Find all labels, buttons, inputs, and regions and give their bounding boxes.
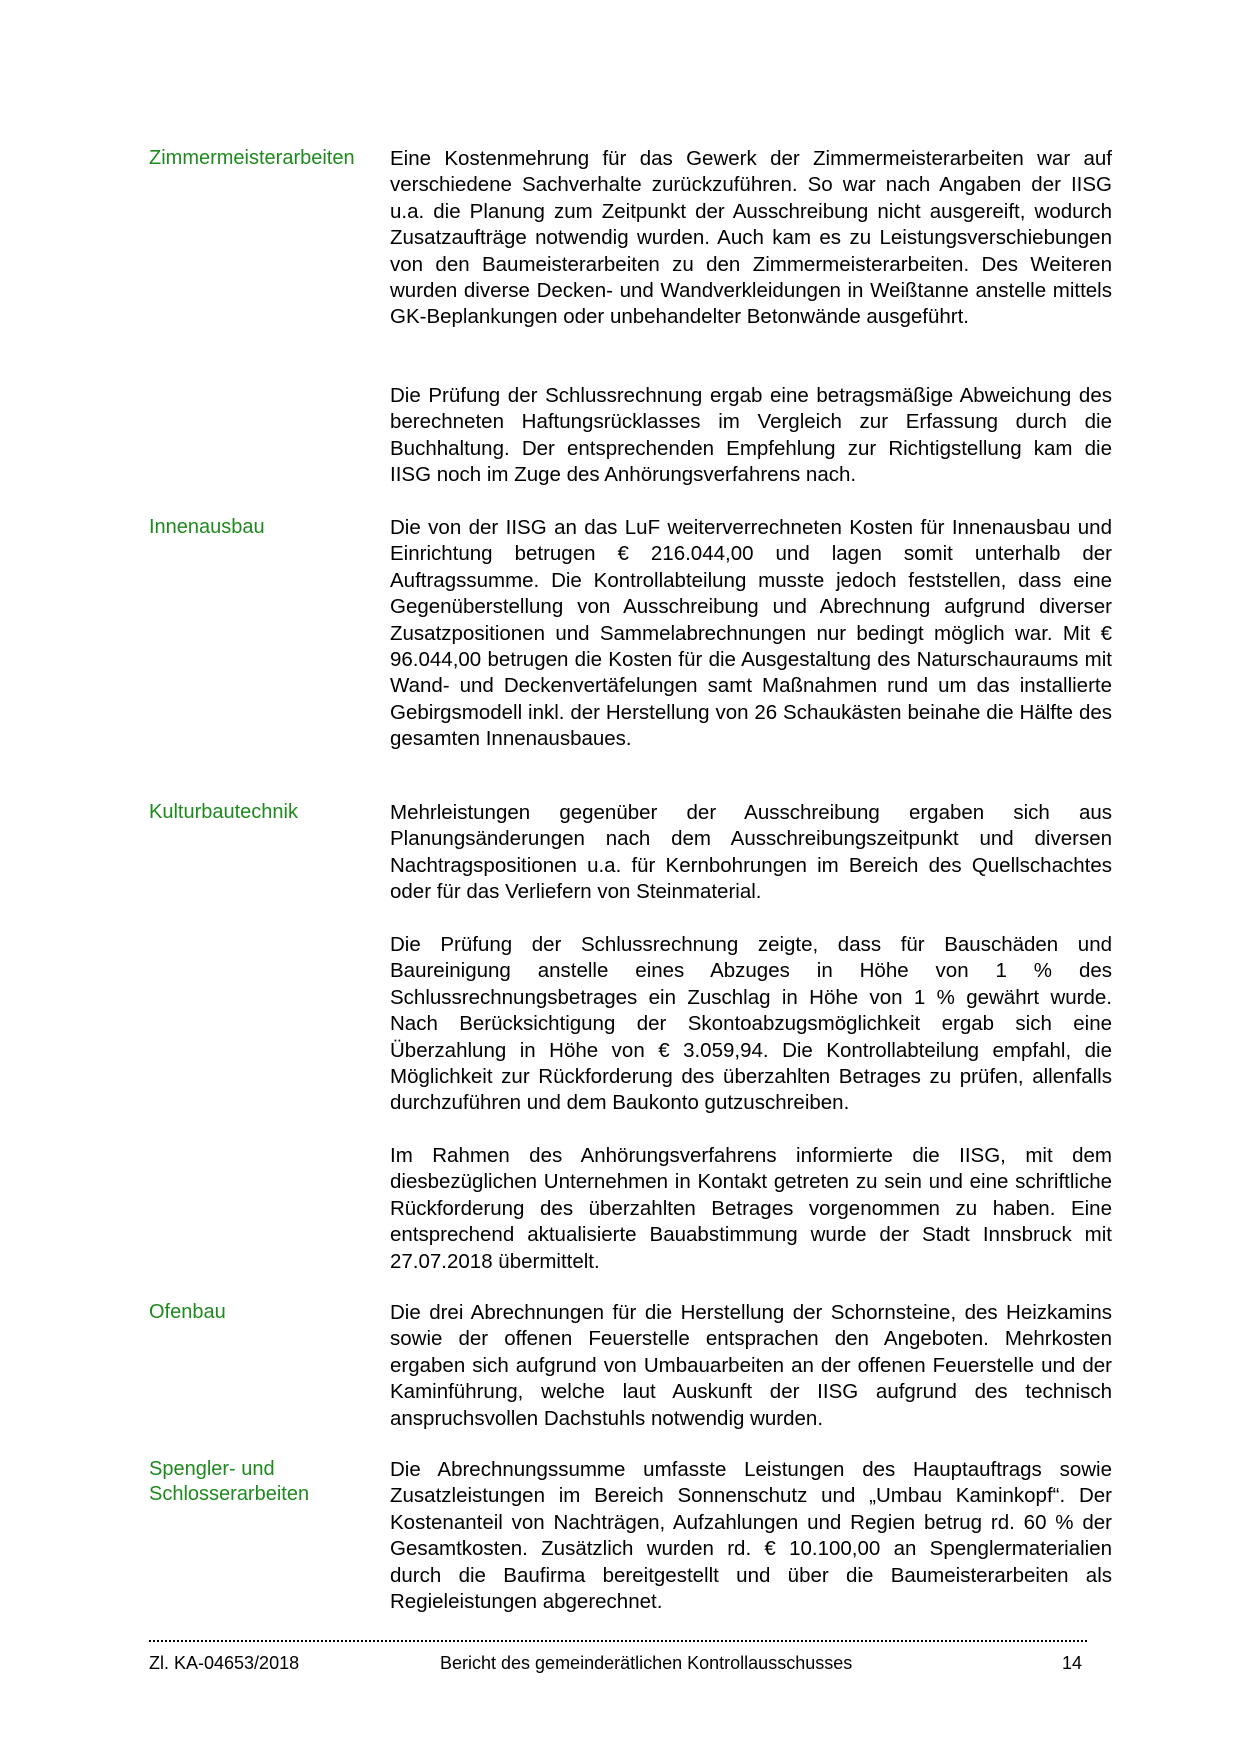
paragraph-ofenbau-1: Die drei Abrechnungen für die Herstellung der Schornsteine, des Heizkamins sowie der offenen Feuerstelle entsprachen den Angeboten. Mehrkosten ergaben sich aufgrund von Umbauarbeiten an der offenen Feuerstelle und der Kaminführung, welche laut Auskunft der IISG aufgrund des technisch anspruchsvollen Dachstuhls notwendig wurden. xyxy=(390,1301,1112,1430)
footer-divider xyxy=(149,1640,1087,1642)
footer-reference: Zl. KA-04653/2018 xyxy=(149,1653,300,1673)
section-label-innenausbau: Innenausbau xyxy=(149,516,265,538)
paragraph-spengler-1: Die Abrechnungssumme umfasste Leistungen des Hauptauftrags sowie Zusatzleistungen im Bereich Sonnenschutz und „Umbau Kaminkopf“. Der Kostenanteil von Nachträgen, Aufzahlungen und Regien betrug rd. 60 % der Gesamtkosten. Zusätzlich wurden rd. € 10.100,00 an Spenglermaterialien durch die Baufirma bereitgestellt und über die Baumeisterarbeiten als Regieleistungen abgerechnet. xyxy=(390,1458,1112,1614)
paragraph-kulturbautechnik-2: Die Prüfung der Schlussrechnung zeigte, dass für Bauschäden und Baureinigung anstelle eines Abzuges in Höhe von 1 % des Schlussrechnungsbetrages ein Zuschlag in Höhe von 1 % gewährt wurde. Nach Berücksichtigung der Skontoabzugsmöglichkeit ergab sich eine Überzahlung in Höhe von € 3.059,94. Die Kontrollabteilung empfahl, die Möglichkeit zur Rückforderung des überzahlten Betrages zu prüfen, allenfalls durchzuführen und dem Baukonto gutzuschreiben. xyxy=(390,933,1112,1115)
paragraph-zimmermeister-2: Die Prüfung der Schlussrechnung ergab eine betragsmäßige Abweichung des berechneten Haftungsrücklasses im Vergleich zur Erfassung durch die Buchhaltung. Der entsprechenden Empfehlung zur Richtigstellung kam die IISG noch im Zuge des Anhörungsverfahrens nach. xyxy=(390,384,1112,487)
paragraph-kulturbautechnik-3: Im Rahmen des Anhörungsverfahrens informierte die IISG, mit dem diesbezüglichen Unternehmen in Kontakt getreten zu sein und eine schriftliche Rückforderung des überzahlten Betrages vorgenommen zu haben. Eine entsprechend aktualisierte Bauabstimmung wurde der Stadt Innsbruck mit 27.07.2018 übermittelt. xyxy=(390,1144,1112,1273)
paragraph-kulturbautechnik-1: Mehrleistungen gegenüber der Ausschreibung ergaben sich aus Planungsänderungen nach dem Ausschreibungszeitpunkt und diversen Nachtragspositionen u.a. für Kernbohrungen im Bereich des Quellschachtes oder für das Verliefern von Steinmaterial. xyxy=(390,801,1112,904)
paragraph-innenausbau-1: Die von der IISG an das LuF weiterverrechneten Kosten für Innenausbau und Einrichtung betrugen € 216.044,00 und lagen somit unterhalb der Auftragssumme. Die Kontrollabteilung musste jedoch feststellen, dass eine Gegenüberstellung von Ausschreibung und Abrechnung aufgrund diverser Zusatzpositionen und Sammelabrechnungen nur bedingt möglich war. Mit € 96.044,00 betrugen die Kosten für die Ausgestaltung des Naturschauraums mit Wand- und Deckenvertäfelungen samt Maßnahmen rund um das installierte Gebirgsmodell inkl. der Herstellung von 26 Schaukästen beinahe die Hälfte des gesamten Innenausbaues. xyxy=(390,516,1112,751)
section-label-zimmermeisterarbeiten: Zimmermeisterarbeiten xyxy=(149,147,355,169)
section-label-ofenbau: Ofenbau xyxy=(149,1301,226,1323)
footer-page-number: 14 xyxy=(1062,1653,1083,1673)
footer-title: Bericht des gemeinderätlichen Kontrollausschusses xyxy=(440,1653,853,1673)
paragraph-zimmermeister-1: Eine Kostenmehrung für das Gewerk der Zimmermeisterarbeiten war auf verschiedene Sachverhalte zurückzuführen. So war nach Angaben der IISG u.a. die Planung zum Zeitpunkt der Ausschreibung nicht ausgereift, wodurch Zusatzaufträge notwendig wurden. Auch kam es zu Leistungsverschiebungen von den Baumeisterarbeiten zu den Zimmermeisterarbeiten. Des Weiteren wurden diverse Decken- und Wandverkleidungen in Weißtanne anstelle mittels GK-Beplankungen oder unbehandelter Betonwände ausgeführt. xyxy=(390,147,1112,329)
section-label-kulturbautechnik: Kulturbautechnik xyxy=(149,801,298,823)
section-label-spengler-schlosser: Spengler- und Schlosserarbeiten xyxy=(149,1458,310,1505)
